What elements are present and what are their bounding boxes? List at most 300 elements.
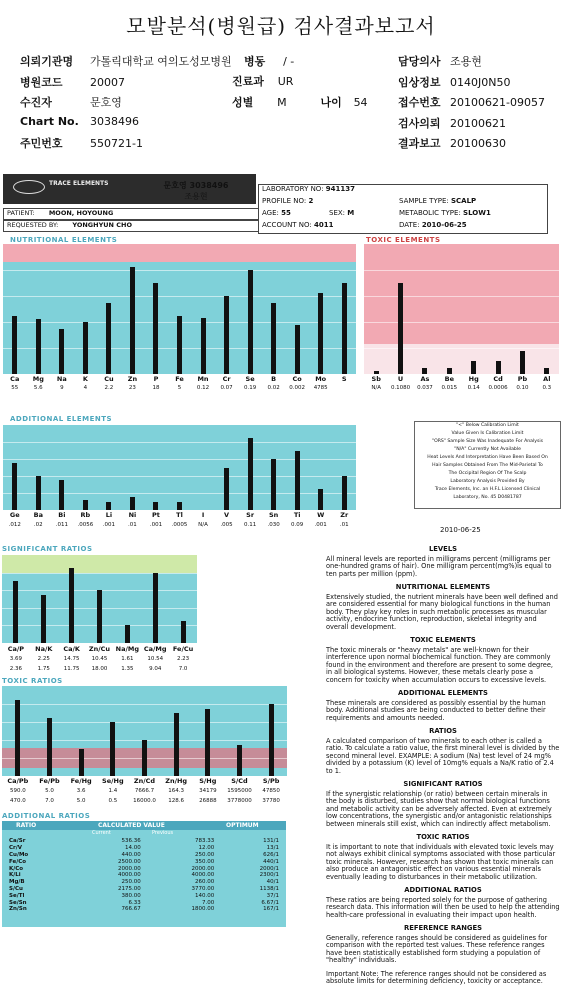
bar: [398, 283, 403, 374]
additional-title: ADDITIONAL ELEMENTS: [10, 415, 113, 423]
bar: [271, 303, 276, 375]
header-label: 병원코드: [20, 75, 63, 89]
age-value: 54: [353, 96, 368, 109]
bar: [83, 322, 88, 374]
table-cell: 250.00: [121, 879, 141, 886]
table-cell: Cr/V: [9, 845, 23, 852]
element-label: As: [420, 375, 430, 383]
legend-box: [414, 421, 561, 509]
col-previous: Previous: [152, 830, 174, 836]
lab-sex: M: [347, 209, 355, 217]
additional-ratios-panel: [2, 821, 286, 927]
table-cell: 14.00: [125, 845, 141, 852]
element-value: 55: [11, 385, 19, 391]
element-label: S/Pb: [262, 777, 280, 785]
bar: [248, 270, 253, 374]
element-value: .001: [149, 522, 163, 528]
toxic-values: [364, 385, 559, 393]
ideal-value: 26888: [199, 798, 217, 804]
info-heading: TOXIC ELEMENTS: [410, 636, 476, 644]
element-value: 0.11: [243, 522, 257, 528]
element-value: 0.19: [243, 385, 257, 391]
element-value: 0.002: [289, 385, 306, 391]
element-value: .005: [220, 522, 233, 528]
lab-no: 941137: [325, 185, 356, 193]
table-cell: Mg/B: [9, 879, 25, 886]
bar: [153, 573, 158, 643]
sample-type-label: SAMPLE TYPE:: [399, 197, 449, 205]
element-value: 2.23: [176, 656, 190, 662]
element-label: Fe: [175, 375, 184, 383]
toxic-ratios-values: [2, 788, 287, 796]
element-value: .011: [55, 522, 68, 528]
element-label: Mn: [197, 375, 209, 383]
header-label: 수진자: [20, 96, 52, 109]
table-cell: Se/Sn: [9, 899, 27, 906]
element-value: 3.69: [9, 656, 23, 662]
bar: [318, 293, 323, 374]
element-value: .01: [339, 522, 349, 528]
bar: [544, 368, 549, 375]
bar: [142, 740, 147, 776]
bar: [41, 595, 46, 643]
header-label: 주민번호: [20, 137, 63, 150]
info-heading: LEVELS: [428, 545, 458, 553]
significant-title: SIGNIFICANT RATIOS: [2, 545, 93, 553]
element-value: 18: [152, 385, 160, 391]
element-label: Li: [105, 511, 113, 519]
table-cell: K/Li: [9, 872, 21, 879]
element-value: 3.6: [76, 788, 86, 794]
header-value: 20100621: [450, 116, 506, 130]
legend-line: Laboratory Analysis Provided By: [450, 479, 525, 484]
info-text: It is important to note that individuals with elevated toxic levels may not always exhibit clinical symptoms associated with those particular toxic minerals. However, research has shown that toxic minerals can also produce an antagonistic effect on various essential minerals eventually leading to disturbances in their metabolic utilization.: [326, 842, 556, 881]
element-label: Pb: [517, 375, 528, 383]
header-row: [20, 74, 125, 90]
info-heading: REFERENCE RANGES: [403, 924, 483, 932]
ideal-value: 3778000: [227, 798, 252, 804]
bar: [174, 713, 179, 776]
table-cell: 250.00: [194, 851, 215, 858]
info-text: A calculated comparison of two minerals to each other is called a ratio. To calculate a ratio value, the first mineral level is divided by the second mineral level. EXAMPLE: A sodium (Na) test level of 24 mg% divided by a potassium (K) level of 10mg% equals a Na/K ratio of 2.4 to 1.: [326, 736, 560, 775]
ideal-value: 7.0: [45, 798, 54, 804]
col-current: Current: [92, 830, 111, 836]
lab-company: TRACE ELEMENTS: [49, 180, 109, 187]
gridline: [2, 573, 197, 574]
bar: [36, 476, 41, 510]
element-value: 0.015: [441, 385, 458, 391]
nutritional-title: NUTRITIONAL ELEMENTS: [10, 236, 118, 244]
table-cell: 350.00: [194, 858, 215, 865]
bar: [224, 296, 229, 374]
element-label: Se/Hg: [102, 777, 124, 785]
stamp-doctor: 조용현: [184, 192, 208, 201]
additional-values: [3, 522, 356, 530]
info-text: These minerals are considered as possibly essential by the human body. Additional studies are being conducted to better define their requirements and amounts needed.: [326, 698, 546, 722]
element-value: .0056: [77, 522, 94, 528]
lab-date: 2010-06-25: [421, 221, 467, 229]
element-value: .0005: [171, 522, 188, 528]
element-label: Se: [245, 375, 255, 383]
header-value: 문호영: [90, 96, 122, 109]
info-panel: [326, 546, 560, 992]
element-label: Al: [543, 375, 551, 383]
element-value: 5: [177, 385, 182, 391]
col-ratio: RATIO: [16, 822, 37, 829]
bar: [97, 590, 102, 643]
patient-name: MOON, HOYOUNG: [48, 209, 114, 217]
table-cell: 7.00: [201, 899, 215, 906]
nutritional-labels: [3, 375, 356, 385]
element-label: Ti: [293, 511, 301, 519]
header-row: [398, 53, 482, 69]
bar: [374, 371, 379, 374]
info-heading: ADDITIONAL ELEMENTS: [398, 689, 488, 697]
bar: [47, 718, 52, 777]
table-cell: 12.00: [198, 845, 215, 852]
table-cell: Zn/Sn: [9, 906, 27, 913]
table-cell: 6.33: [128, 899, 141, 906]
bar: [177, 502, 182, 511]
element-label: Fe/Hg: [70, 777, 92, 785]
bar: [295, 325, 300, 374]
gridline: [3, 476, 356, 477]
element-value: 0.0006: [488, 385, 508, 391]
bar: [13, 581, 18, 643]
ratio-header: [2, 821, 286, 830]
additional-labels: [3, 511, 356, 521]
sign-date: 2010-06-25: [440, 526, 481, 534]
info-text: Generally, reference ranges should be considered as guidelines for comparison with the reported test values. These reference ranges have been statistically established form studying a population of "healthy" individuals.: [326, 933, 548, 964]
element-label: Tl: [176, 511, 183, 519]
table-cell: Fe/Co: [9, 858, 27, 865]
element-value: 5.6: [33, 385, 43, 391]
element-label: Sn: [268, 511, 279, 519]
gridline: [2, 704, 287, 705]
toxic-chart: [364, 244, 559, 374]
table-row: [6, 872, 282, 879]
gridline: [3, 296, 356, 297]
table-row: [6, 879, 282, 886]
info-heading: ADDITIONAL RATIOS: [404, 886, 482, 894]
table-cell: 140.00: [194, 892, 215, 899]
bar: [130, 267, 135, 374]
significant-values: [2, 656, 197, 664]
element-value: 164.3: [168, 788, 185, 794]
info-heading: SIGNIFICANT RATIOS: [403, 780, 483, 788]
table-row: [6, 852, 282, 859]
requested-label: REQUESTED BY:: [7, 221, 59, 229]
element-value: 0.09: [291, 522, 304, 528]
element-label: Ca: [10, 375, 20, 383]
element-label: Zr: [340, 511, 349, 519]
ideal-value: 128.6: [168, 798, 185, 804]
gridline: [3, 493, 356, 494]
element-label: Zn/Hg: [165, 777, 188, 785]
header-row: [20, 53, 232, 69]
element-label: Na/K: [35, 645, 53, 653]
header-label: 접수번호: [398, 96, 441, 109]
requested-by: YONGHYUN CHO: [72, 221, 132, 229]
table-row: [6, 899, 282, 906]
element-value: 0.14: [467, 385, 480, 391]
table-cell: Ca/Sr: [9, 838, 26, 845]
table-cell: 13/1: [266, 845, 279, 852]
header-label: Chart No.: [20, 114, 79, 128]
header-clinic: [232, 73, 293, 89]
bar: [153, 502, 158, 511]
ideal-value: 0.5: [108, 798, 118, 804]
element-value: 1.61: [121, 656, 134, 662]
table-cell: 6.67/1: [261, 899, 279, 906]
bar: [36, 319, 41, 374]
ideal-value: 1.75: [37, 666, 50, 672]
element-label: P: [153, 375, 159, 383]
element-label: Pt: [152, 511, 160, 519]
gridline: [3, 442, 356, 443]
header-row: [20, 135, 143, 151]
element-label: Na: [56, 375, 67, 383]
header-row: [398, 135, 506, 151]
gridline: [2, 722, 287, 723]
legend-line: Hair Samples Obtained From The Mid-Parietal To: [432, 463, 543, 468]
gridline: [364, 296, 559, 297]
additional-chart: [3, 425, 356, 510]
bar: [181, 621, 186, 643]
bar: [496, 361, 501, 374]
bar: [83, 500, 88, 510]
element-value: 34179: [199, 788, 217, 794]
element-label: B: [271, 375, 277, 383]
element-label: Mg: [32, 375, 44, 383]
info-text: Extensively studied, the nutrient minerals have been well defined and are considered essential for many biological functions in the human body. They play key roles in such metabolic processes as muscular activity, endocrine function, reproduction, skeletal integrity and overall development.: [326, 592, 558, 631]
lab-report: [0, 172, 562, 985]
bar: [59, 329, 64, 375]
table-cell: 3770.00: [191, 885, 215, 892]
bar: [237, 745, 242, 777]
metabolic-label: METABOLIC TYPE:: [399, 209, 461, 217]
bar: [177, 316, 182, 375]
col-opt: OPTIMUM: [226, 822, 259, 829]
element-value: 4785: [313, 385, 328, 391]
header-value: 3038496: [90, 114, 139, 128]
element-value: .001: [102, 522, 116, 528]
dept-value: / -: [283, 55, 295, 68]
element-label: Ni: [128, 511, 137, 519]
nutritional-values: [3, 385, 356, 393]
info-heading: TOXIC RATIOS: [416, 833, 470, 841]
element-value: 47850: [262, 788, 280, 794]
table-cell: 4000.00: [118, 872, 141, 879]
ideal-value: 16000.0: [133, 798, 156, 804]
element-value: 5.0: [45, 788, 54, 794]
bar: [520, 351, 525, 374]
element-value: 4: [83, 385, 88, 391]
table-cell: 260.00: [194, 879, 215, 886]
bar: [269, 704, 274, 776]
element-label: Cd: [493, 375, 503, 383]
requested-row: [3, 220, 259, 232]
info-text: If the synergistic relationship (or ratio) between certain minerals in the body is disturbed, studies show that normal biological functions and metabolic activity can be adversely affected. Even at extremely low concentrations, the synergistic and/or antagonistic relationships between minerals still exist, which can indirectly affect metabolism.: [326, 789, 552, 828]
sample-type: SCALP: [450, 197, 477, 205]
header-row: [20, 94, 122, 110]
element-value: 9: [60, 385, 64, 391]
metabolic-type: SLOW1: [463, 209, 491, 217]
bar: [125, 625, 130, 643]
logo-icon: [13, 180, 45, 194]
table-cell: 4000.00: [191, 872, 215, 879]
element-label: S/Hg: [199, 777, 217, 785]
element-label: Sb: [371, 375, 381, 383]
element-label: Ca/P: [7, 645, 25, 653]
significant-chart: [2, 555, 197, 643]
element-label: Na/Mg: [115, 645, 139, 653]
ideal-value: 5.0: [76, 798, 86, 804]
toxic-title: TOXIC ELEMENTS: [366, 236, 441, 244]
bar: [422, 368, 427, 375]
ideal-value: 18.00: [91, 666, 108, 672]
table-cell: Cu/Mo: [9, 851, 29, 858]
table-cell: K/Co: [9, 865, 24, 872]
element-value: 0.037: [417, 385, 433, 391]
element-label: Bi: [58, 511, 66, 519]
header-value: 550721-1: [90, 137, 143, 150]
element-label: I: [201, 511, 205, 519]
info-text: The toxic minerals or "heavy metals" are well-known for their interference upon normal biochemical function. They are commonly found in the environment and therefore are present to some degree, in all biological systems. However, these metals clearly pose a concern for toxicity when accumulation occurs to excessive levels.: [326, 645, 554, 684]
legend-line: "ORS" Sample Size Was Inadequate For Analysis: [431, 439, 544, 444]
table-cell: 380.00: [121, 892, 141, 899]
nutritional-chart: [3, 244, 356, 374]
table-cell: 2000.00: [191, 865, 215, 872]
bar: [224, 468, 229, 511]
significant-ideals: [2, 666, 197, 674]
additional-ratios-title: ADDITIONAL RATIOS: [2, 812, 91, 820]
table-cell: 440.00: [121, 851, 141, 858]
gridline: [364, 322, 559, 323]
element-value: .01: [128, 522, 137, 528]
element-label: V: [224, 511, 230, 519]
lab-no-label: LABORATORY NO:: [262, 185, 324, 193]
header-label: 의뢰기관명: [20, 55, 74, 68]
patient-row: [3, 208, 259, 220]
toxic-labels: [364, 375, 559, 385]
lab-age: 55: [281, 209, 291, 217]
header-row: [398, 94, 545, 110]
header-value: 20007: [90, 75, 125, 89]
lab-info-box: [258, 184, 548, 234]
table-row: [6, 838, 282, 845]
table-cell: 783.33: [194, 838, 215, 845]
element-label: Zn: [127, 375, 138, 383]
header-value: 가톨릭대학교 여의도성모병원: [90, 55, 232, 68]
info-text: These ratios are being reported solely for the purpose of gathering research data. This information will then be used to help the attending health-care professional in evaluating their impact upon health.: [326, 895, 560, 919]
header-label: 담당의사: [398, 55, 441, 68]
header-value: 20100621-09057: [450, 96, 545, 109]
toxic-ratios-ideals: [2, 798, 287, 806]
element-label: Rb: [80, 511, 91, 519]
element-value: 0.3: [542, 385, 552, 391]
element-label: S: [341, 375, 347, 383]
ideal-value: 9.04: [149, 666, 162, 672]
element-value: 2.2: [104, 385, 114, 391]
bar: [12, 463, 17, 510]
sex-value: M: [277, 96, 287, 109]
bar: [12, 316, 17, 375]
bar: [342, 476, 347, 510]
age-label: 나이: [320, 96, 342, 109]
element-value: 10.54: [147, 656, 164, 662]
patient-label: PATIENT:: [7, 209, 35, 217]
element-label: Ca/Pb: [7, 777, 29, 785]
element-label: Hg: [468, 375, 479, 383]
account-no: 4011: [314, 221, 334, 229]
table-cell: 440/1: [263, 858, 279, 865]
ideal-value: 470.0: [9, 798, 26, 804]
account-label: ACCOUNT NO:: [262, 221, 312, 229]
table-cell: Se/Tl: [9, 892, 25, 899]
info-text: All mineral levels are reported in milligrams percent (milligrams per one-hundred grams of hair). One milligram percent(mg%)is equal to ten parts per million (ppm).: [326, 554, 552, 578]
element-value: 0.02: [267, 385, 280, 391]
table-cell: 40/1: [266, 879, 279, 886]
legend-line: "<" Below Calibration Limit: [456, 423, 519, 428]
bar: [318, 489, 323, 510]
toxic-ratios-labels: [2, 777, 287, 787]
bar: [201, 318, 206, 374]
gridline: [364, 270, 559, 271]
element-label: Ca/K: [63, 645, 80, 653]
bar: [106, 502, 111, 511]
clinic-label: 진료과: [232, 75, 264, 88]
table-cell: 536.36: [121, 838, 141, 845]
header-label: 검사의뢰: [398, 116, 441, 130]
table-row: [6, 886, 282, 893]
profile-no-label: PROFILE NO:: [262, 197, 307, 205]
element-value: .001: [314, 522, 327, 528]
ideal-value: 11.75: [63, 666, 80, 672]
element-value: .030: [267, 522, 280, 528]
table-row: [6, 845, 282, 852]
element-label: Ge: [9, 511, 20, 519]
legend-line: "N/A" Currently Not Available: [454, 447, 521, 452]
ideal-value: 2.36: [9, 666, 23, 672]
legend-line: Heat Levels And Interpretation Have Been Based On: [427, 455, 548, 460]
element-value: 590.0: [9, 788, 26, 794]
table-cell: 131/1: [263, 838, 279, 845]
gridline: [3, 459, 356, 460]
element-label: Ca/Mg: [143, 645, 167, 653]
toxic-ratios-chart: [2, 686, 287, 776]
table-cell: 2000/1: [259, 865, 279, 872]
bar: [106, 303, 111, 375]
info-heading: NUTRITIONAL ELEMENTS: [395, 583, 491, 591]
lab-age-label: AGE:: [262, 209, 279, 217]
bar: [69, 568, 74, 643]
col-calc: CALCULATED VALUE: [98, 822, 165, 829]
element-label: W: [317, 511, 325, 519]
table-cell: S/Cu: [9, 885, 23, 892]
element-value: .012: [8, 522, 21, 528]
header-value: 0140J0N50: [450, 75, 511, 89]
bar: [130, 497, 135, 510]
element-label: K: [82, 375, 88, 383]
header-value: 조용현: [450, 55, 482, 68]
bar: [59, 480, 64, 510]
element-label: Be: [444, 375, 454, 383]
significant-labels: [2, 645, 197, 655]
element-label: Co: [292, 375, 302, 383]
bar: [271, 459, 276, 510]
element-value: N/A: [198, 522, 208, 528]
